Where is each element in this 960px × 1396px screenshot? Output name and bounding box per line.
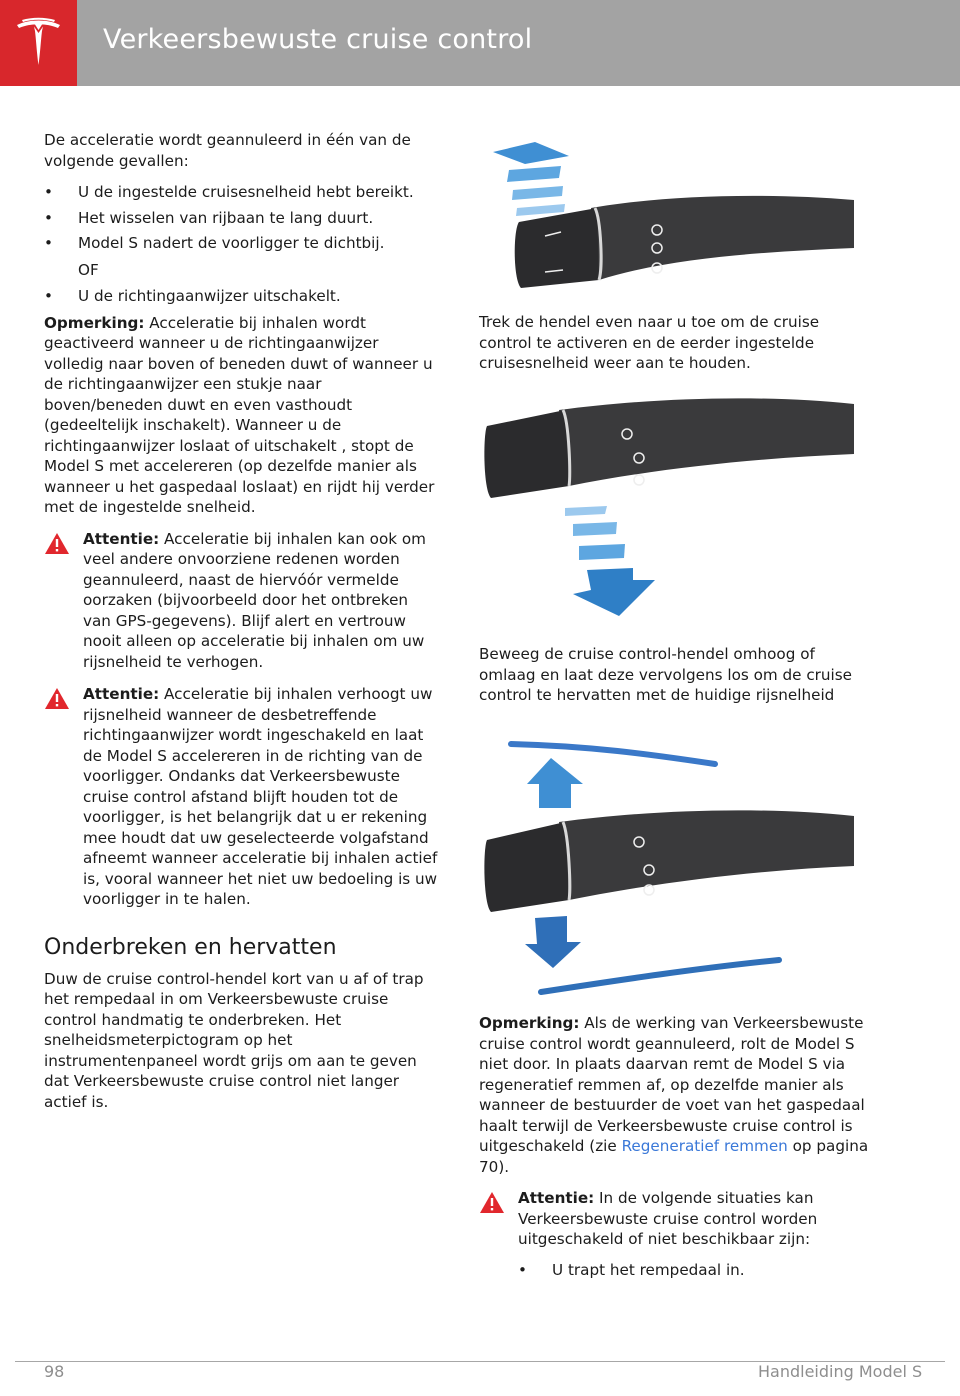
section-text: Duw de cruise control-hendel kort van u af of trap het rempedaal in om Verkeersbewuste cruise control handmatig te onderbreken. Het snelheidsmeterpictogram op het instrumentenpaneel wordt grijs om aan te geven dat Verkeersbewuste cruise control niet langer actief is. [44,969,424,1111]
warning-icon [44,532,70,555]
warning-block [479,1188,869,1280]
warning-label: Attentie: [83,529,160,548]
list-item: • Model S nadert de voorligger te dichtbij. [44,233,439,254]
warning-label: Attentie: [83,685,160,703]
warning-label: Attentie: [518,1189,595,1207]
note-after: op pagina 70). [479,1137,869,1176]
warning-block [44,684,439,910]
page-number: 98 [44,1362,65,1381]
caption-2: Beweeg de cruise control-hendel omhoog of omlaag en laat deze vervolgens los om de cruise control te hervatten met de huidige rijsnelheid [479,645,853,704]
arrow-down-icon [525,916,581,968]
or-text: OF [78,260,99,279]
cancel-conditions-list-2 [44,286,439,307]
warning-icon [44,687,70,710]
warning-text: Acceleratie bij inhalen verhoogt uw rijsnelheid wanneer de desbetreffende richtingaanwijzer wordt ingeschakeld en laat de Model S accelereren in de richting van de voorligger. Ondanks dat Verkeersbewuste cruise control afstand blijft houden tot de voorligger, is het belangrijk dat u er rekening mee houdt dat uw geselecteerde volgafstand afneemt wanneer acceleratie bij inhalen actief is, vooral wanneer het niet uw bedoeling is uw voorligger in te halen. [83,685,438,908]
section-heading: Onderbreken en hervatten [44,934,337,960]
manual-title: Handleiding Model S [758,1362,923,1381]
regen-braking-link[interactable]: Regeneratief remmen [621,1137,788,1155]
cancel-conditions-list [44,182,439,254]
list-item: • U trapt het rempedaal in. [518,1260,869,1281]
caption-1: Trek de hendel even naar u toe om de cruise control te activeren en de eerder ingestelde cruisesnelheid weer aan te houden. [479,313,820,372]
note-text: Als de werking van Verkeersbewuste cruise control wordt geannuleerd, rolt de Model S niet door. In plaats daarvan remt de Model S via regeneratief remmen af, op dezelfde manier als wanneer de bestuurder de voet van het gaspedaal haalt terwijl de Verkeersbewuste cruise control is uitgeschakeld (zie [479,1014,865,1155]
arrow-up-icon [493,142,569,216]
lever-pull-illustration [479,140,869,302]
page-title: Verkeersbewuste cruise control [103,24,533,55]
warning-text: Acceleratie bij inhalen kan ook om veel andere onvoorziene redenen worden geannuleerd, naast de hiervóór vermelde oorzaken (bijvoorbeeld door het ontbreken van GPS-gegevens). Blijf alert en vertrouw nooit alleen op acceleratie bij inhalen om uw rijsnelheid te verhogen. [83,529,426,671]
arrow-down-icon [565,506,655,616]
intro-text: De acceleratie wordt geannuleerd in één van de volgende gevallen: [44,131,411,170]
lever-up-down-illustration [479,736,869,998]
list-item: • Het wisselen van rijbaan te lang duurt. [44,208,439,229]
note-text: Acceleratie bij inhalen wordt geactiveerd wanneer u de richtingaanwijzer volledig naar boven of beneden duwt of wanneer u de richtingaanwijzer een stukje naar boven/beneden duwt en even vasthoudt (gedeeltelijk inschakelt). Wanneer u de richtingaanwijzer loslaat of uitschakelt , stopt de Model S met accelereren (op dezelfde manier als wanneer u het gaspedaal loslaat) en rijdt hij verder met de ingestelde snelheid. [44,313,435,516]
stalk-lever-icon [515,196,854,288]
right-text-block [479,1013,869,1292]
note-label: Opmerking: [479,1014,580,1032]
left-column [44,130,439,1123]
lever-push-illustration [479,390,869,634]
tesla-logo-icon [15,17,62,67]
list-item: • U de richtingaanwijzer uitschakelt. [44,286,439,307]
page-header [0,0,960,86]
brand-logo [0,0,77,86]
arrow-up-icon [527,758,583,808]
stalk-lever-icon [484,398,854,498]
list-item: • U de ingestelde cruisesnelheid hebt bereikt. [44,182,439,203]
warning-text: In de volgende situaties kan Verkeersbewuste cruise control worden uitgeschakeld of niet beschikbaar zijn: [518,1189,818,1248]
note-label: Opmerking: [44,313,145,332]
note-paragraph [479,1013,869,1177]
warning-block [44,529,439,673]
note-paragraph [44,313,439,518]
stalk-lever-icon [484,810,854,912]
warning-list [518,1260,869,1281]
warning-icon [479,1191,505,1214]
